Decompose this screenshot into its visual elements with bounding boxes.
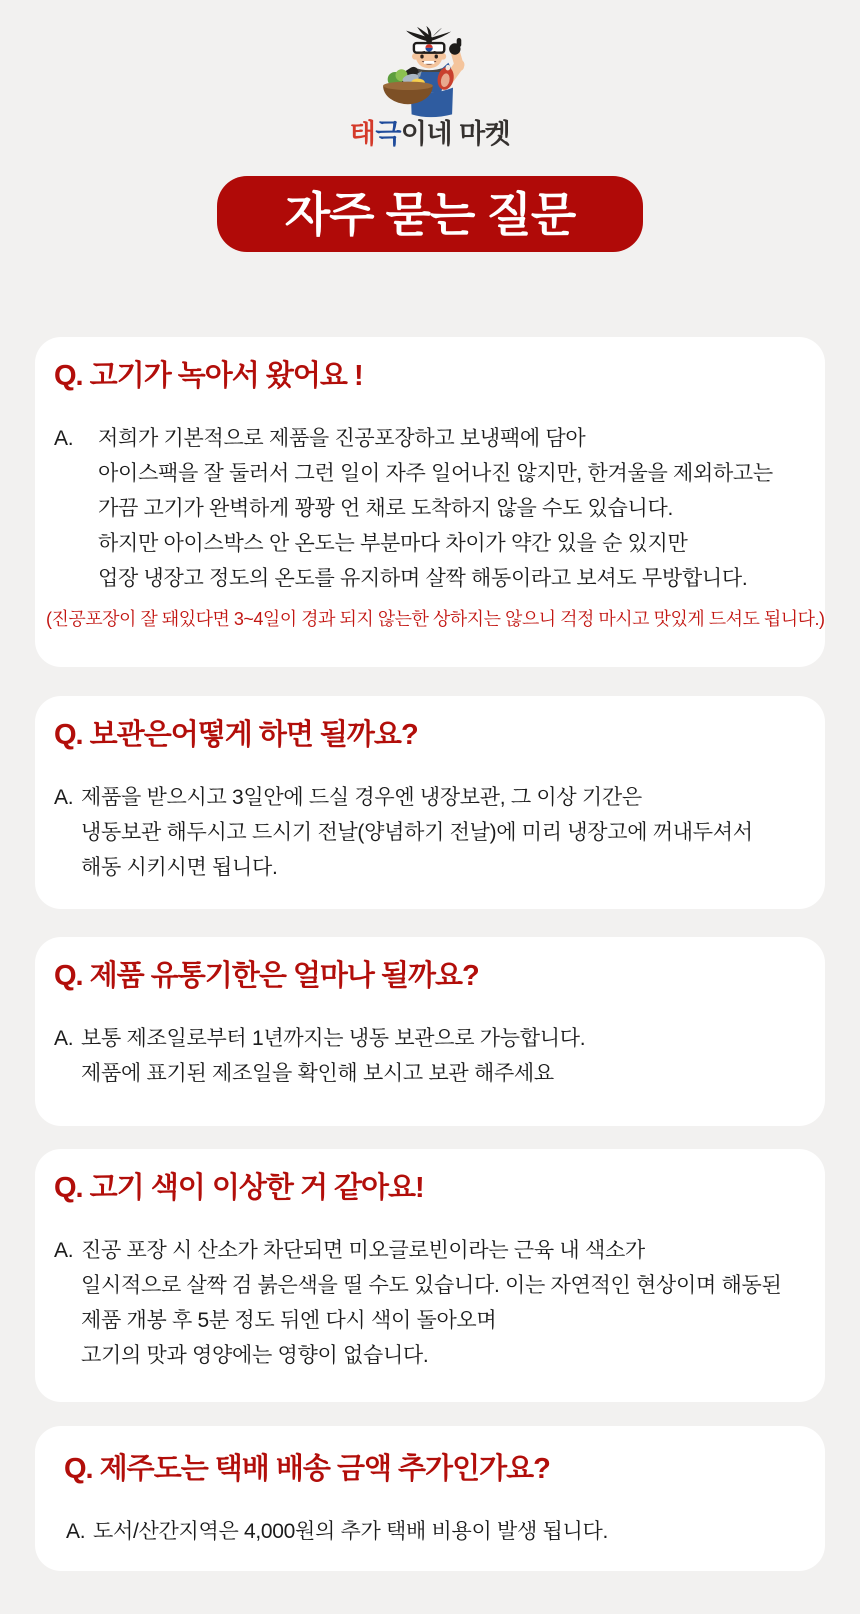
faq-answer: [54, 421, 805, 596]
korean-butcher-mascot-icon: [355, 26, 505, 118]
faq-answer: [54, 1514, 805, 1549]
answer-line: 업장 냉장고 정도의 온도를 유지하며 살짝 해동이라고 보셔도 무방합니다.: [98, 566, 748, 590]
answer-line: 해동 시키시면 됩니다.: [81, 855, 278, 879]
brand-logo-text: [0, 120, 860, 150]
answer-label: A.: [54, 1238, 74, 1262]
page-header: [0, 0, 860, 252]
answer-line: 고기의 맛과 영양에는 영향이 없습니다.: [81, 1343, 429, 1367]
faq-card-jeju-shipping: [35, 1426, 825, 1571]
answer-line: 제품을 받으시고 3일안에 드실 경우엔 냉장보관, 그 이상 기간은: [81, 785, 642, 809]
faq-card-shelf-life: [35, 937, 825, 1126]
answer-lines: [81, 780, 753, 885]
answer-line: 일시적으로 살짝 검 붉은색을 띨 수도 있습니다. 이는 자연적인 현상이며 해동된: [81, 1273, 782, 1297]
brand-part-blue: 극: [375, 119, 401, 149]
answer-lines: [93, 1514, 608, 1549]
faq-list: [0, 337, 860, 1571]
faq-title-badge: [217, 176, 643, 252]
answer-lines: [98, 421, 773, 596]
answer-label: A.: [54, 1026, 74, 1050]
answer-label: A.: [54, 785, 74, 809]
answer-line: 가끔 고기가 완벽하게 꽝꽝 언 채로 도착하지 않을 수도 있습니다.: [98, 496, 673, 520]
brand-part-dark: 이네 마켓: [400, 119, 511, 149]
faq-card-melted-meat: [35, 337, 825, 667]
faq-title: 자주 묻는 질문: [284, 188, 576, 242]
answer-label: A.: [66, 1519, 86, 1543]
answer-line: 저희가 기본적으로 제품을 진공포장하고 보냉팩에 담아: [98, 426, 586, 450]
answer-lines: [81, 1021, 585, 1091]
answer-line: 제품 개봉 후 5분 정도 뒤엔 다시 색이 돌아오며: [81, 1308, 497, 1332]
faq-note: (진공포장이 잘 돼있다면 3~4일이 경과 되지 않는한 상하지는 않으니 걱정 마시고 맛있게 드셔도 됩니다.): [46, 608, 825, 629]
faq-question: Q. 제품 유통기한은 얼마나 될까요?: [54, 959, 479, 992]
faq-question: Q. 제주도는 택배 배송 금액 추가인가요?: [64, 1452, 550, 1485]
faq-question: Q. 고기 색이 이상한 거 같아요!: [54, 1171, 424, 1204]
answer-line: 하지만 아이스박스 안 온도는 부분마다 차이가 약간 있을 순 있지만: [98, 531, 688, 555]
answer-label: A.: [54, 426, 74, 450]
faq-answer: [54, 1021, 805, 1091]
answer-line: 보통 제조일로부터 1년까지는 냉동 보관으로 가능합니다.: [81, 1026, 586, 1050]
answer-line: 냉동보관 해두시고 드시기 전날(양념하기 전날)에 미리 냉장고에 꺼내두셔서: [81, 820, 753, 844]
answer-lines: [81, 1233, 781, 1373]
answer-line: 도서/산간지역은 4,000원의 추가 택배 비용이 발생 됩니다.: [93, 1519, 609, 1543]
faq-answer: [54, 1233, 805, 1373]
faq-question: Q. 보관은어떻게 하면 될까요?: [54, 718, 418, 751]
answer-line: 제품에 표기된 제조일을 확인해 보시고 보관 해주세요: [81, 1061, 554, 1085]
faq-card-storage: [35, 696, 825, 909]
faq-card-meat-color: [35, 1149, 825, 1402]
answer-line: 진공 포장 시 산소가 차단되면 미오글로빈이라는 근육 내 색소가: [81, 1238, 645, 1262]
answer-line: 아이스팩을 잘 둘러서 그런 일이 자주 일어나진 않지만, 한겨울을 제외하고는: [98, 461, 773, 485]
faq-question: Q. 고기가 녹아서 왔어요 !: [54, 359, 363, 392]
faq-answer: [54, 780, 805, 885]
brand-part-red: 태: [349, 119, 376, 149]
